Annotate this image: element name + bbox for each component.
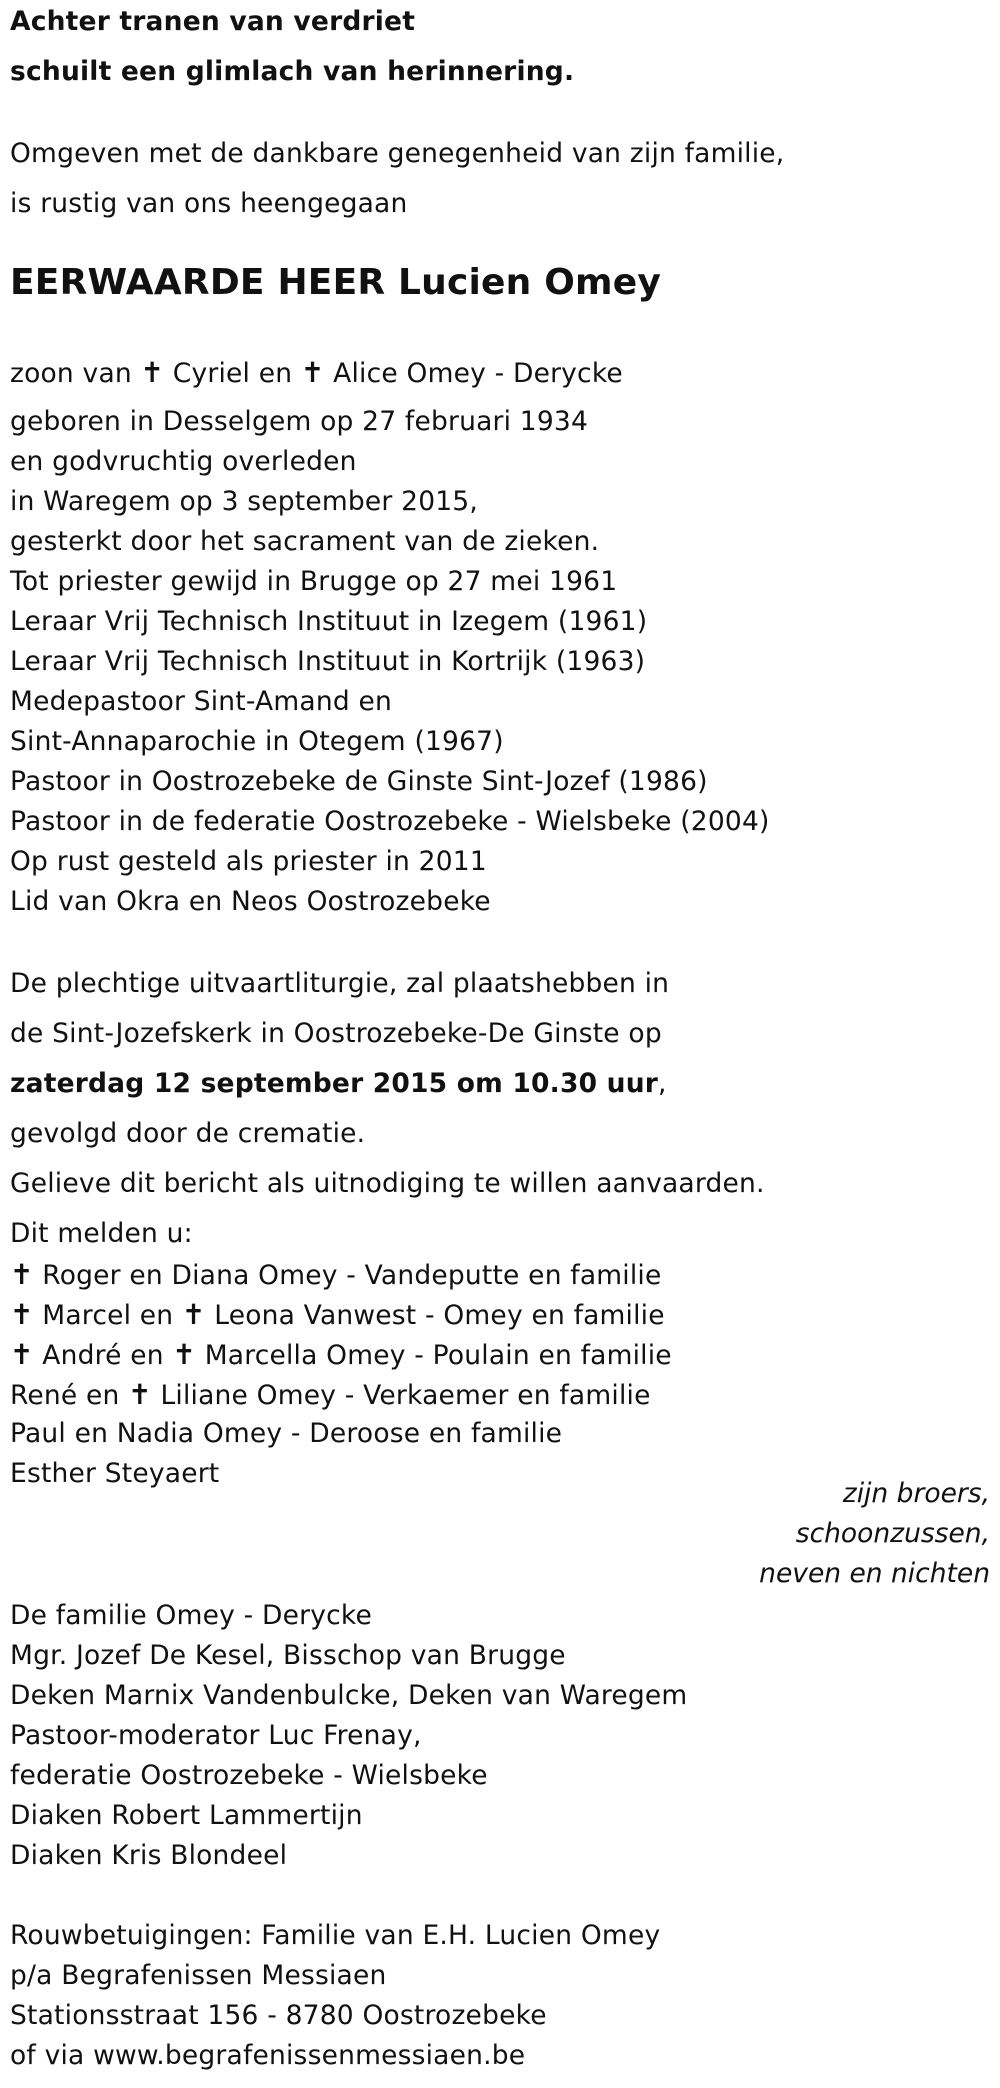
relation-line: neven en nichten bbox=[759, 1558, 990, 1589]
sibling-text: Marcella Omey - Poulain en familie bbox=[204, 1340, 672, 1371]
condolence-line: p/a Begrafenissen Messiaen bbox=[10, 1960, 387, 1991]
bio-line: Medepastoor Sint-Amand en bbox=[10, 686, 392, 717]
verse-line-2: schuilt een glimlach van herinnering. bbox=[10, 56, 575, 87]
bio-line: Pastoor in de federatie Oostrozebeke - Wielsbeke (2004) bbox=[10, 806, 770, 837]
funeral-date-suffix: , bbox=[658, 1068, 667, 1099]
sibling-line bbox=[10, 1258, 661, 1291]
announcers-label: Dit melden u: bbox=[10, 1218, 193, 1249]
other-announcer: Mgr. Jozef De Kesel, Bisschop van Brugge bbox=[10, 1640, 566, 1671]
cross-icon: ✝ bbox=[181, 1298, 206, 1331]
intro-line-1: Omgeven met de dankbare genegenheid van zijn familie, bbox=[10, 138, 785, 169]
relation-line: zijn broers, bbox=[842, 1478, 990, 1509]
sibling-text: René en bbox=[10, 1380, 129, 1411]
sibling-line: Esther Steyaert bbox=[10, 1458, 220, 1489]
funeral-line-2: de Sint-Jozefskerk in Oostrozebeke-De Ginste op bbox=[10, 1018, 662, 1049]
bio-line: geboren in Desselgem op 27 februari 1934 bbox=[10, 406, 589, 437]
sibling-text: Marcel en bbox=[42, 1300, 182, 1331]
condolence-line: Stationsstraat 156 - 8780 Oostrozebeke bbox=[10, 2000, 547, 2031]
condolence-line: Rouwbetuigingen: Familie van E.H. Lucien Omey bbox=[10, 1920, 661, 1951]
funeral-line-4: gevolgd door de crematie. bbox=[10, 1118, 366, 1149]
mother-name: Alice Omey - Derycke bbox=[333, 358, 623, 389]
other-announcer: Diaken Robert Lammertijn bbox=[10, 1800, 363, 1831]
cross-icon: ✝ bbox=[300, 356, 325, 389]
cross-icon: ✝ bbox=[172, 1338, 197, 1371]
bio-line: in Waregem op 3 september 2015, bbox=[10, 486, 478, 517]
bio-line: Op rust gesteld als priester in 2011 bbox=[10, 846, 487, 877]
other-announcer: De familie Omey - Derycke bbox=[10, 1600, 372, 1631]
deceased-name: EERWAARDE HEER Lucien Omey bbox=[10, 262, 662, 303]
cross-icon: ✝ bbox=[10, 1298, 34, 1331]
bio-line: Pastoor in Oostrozebeke de Ginste Sint-Jozef (1986) bbox=[10, 766, 708, 797]
cross-icon: ✝ bbox=[10, 1258, 34, 1291]
bio-line: Leraar Vrij Technisch Instituut in Kortrijk (1963) bbox=[10, 646, 646, 677]
funeral-line-1: De plechtige uitvaartliturgie, zal plaatshebben in bbox=[10, 968, 670, 999]
father-name: Cyriel en bbox=[172, 358, 301, 389]
bio-line: Sint-Annaparochie in Otegem (1967) bbox=[10, 726, 504, 757]
sibling-line bbox=[10, 1378, 651, 1411]
intro-line-2: is rustig van ons heengegaan bbox=[10, 188, 408, 219]
funeral-line-5: Gelieve dit bericht als uitnodiging te willen aanvaarden. bbox=[10, 1168, 765, 1199]
parents-prefix: zoon van bbox=[10, 358, 141, 389]
other-announcer: Pastoor-moderator Luc Frenay, bbox=[10, 1720, 422, 1751]
relation-line: schoonzussen, bbox=[795, 1518, 990, 1549]
sibling-text: Liliane Omey - Verkaemer en familie bbox=[160, 1380, 651, 1411]
parents-line bbox=[10, 356, 623, 389]
cross-icon: ✝ bbox=[140, 356, 165, 389]
bio-line: Leraar Vrij Technisch Instituut in Izegem (1961) bbox=[10, 606, 648, 637]
bio-line: Tot priester gewijd in Brugge op 27 mei 1961 bbox=[10, 566, 618, 597]
other-announcer: Diaken Kris Blondeel bbox=[10, 1840, 288, 1871]
funeral-date: zaterdag 12 september 2015 om 10.30 uur bbox=[10, 1068, 659, 1099]
sibling-text: Leona Vanwest - Omey en familie bbox=[214, 1300, 665, 1331]
sibling-line bbox=[10, 1338, 672, 1371]
funeral-date-line bbox=[10, 1068, 667, 1099]
condolence-line: of via www.begrafenissenmessiaen.be bbox=[10, 2040, 526, 2071]
other-announcer: Deken Marnix Vandenbulcke, Deken van Waregem bbox=[10, 1680, 688, 1711]
sibling-text: André en bbox=[42, 1340, 173, 1371]
sibling-line: Paul en Nadia Omey - Deroose en familie bbox=[10, 1418, 563, 1449]
bio-line: Lid van Okra en Neos Oostrozebeke bbox=[10, 886, 491, 917]
sibling-text: Roger en Diana Omey - Vandeputte en familie bbox=[42, 1260, 662, 1291]
bio-line: en godvruchtig overleden bbox=[10, 446, 357, 477]
other-announcer: federatie Oostrozebeke - Wielsbeke bbox=[10, 1760, 488, 1791]
cross-icon: ✝ bbox=[10, 1338, 34, 1371]
verse-line-1: Achter tranen van verdriet bbox=[10, 6, 416, 37]
bio-line: gesterkt door het sacrament van de zieken. bbox=[10, 526, 600, 557]
sibling-line bbox=[10, 1298, 665, 1331]
cross-icon: ✝ bbox=[128, 1378, 152, 1411]
